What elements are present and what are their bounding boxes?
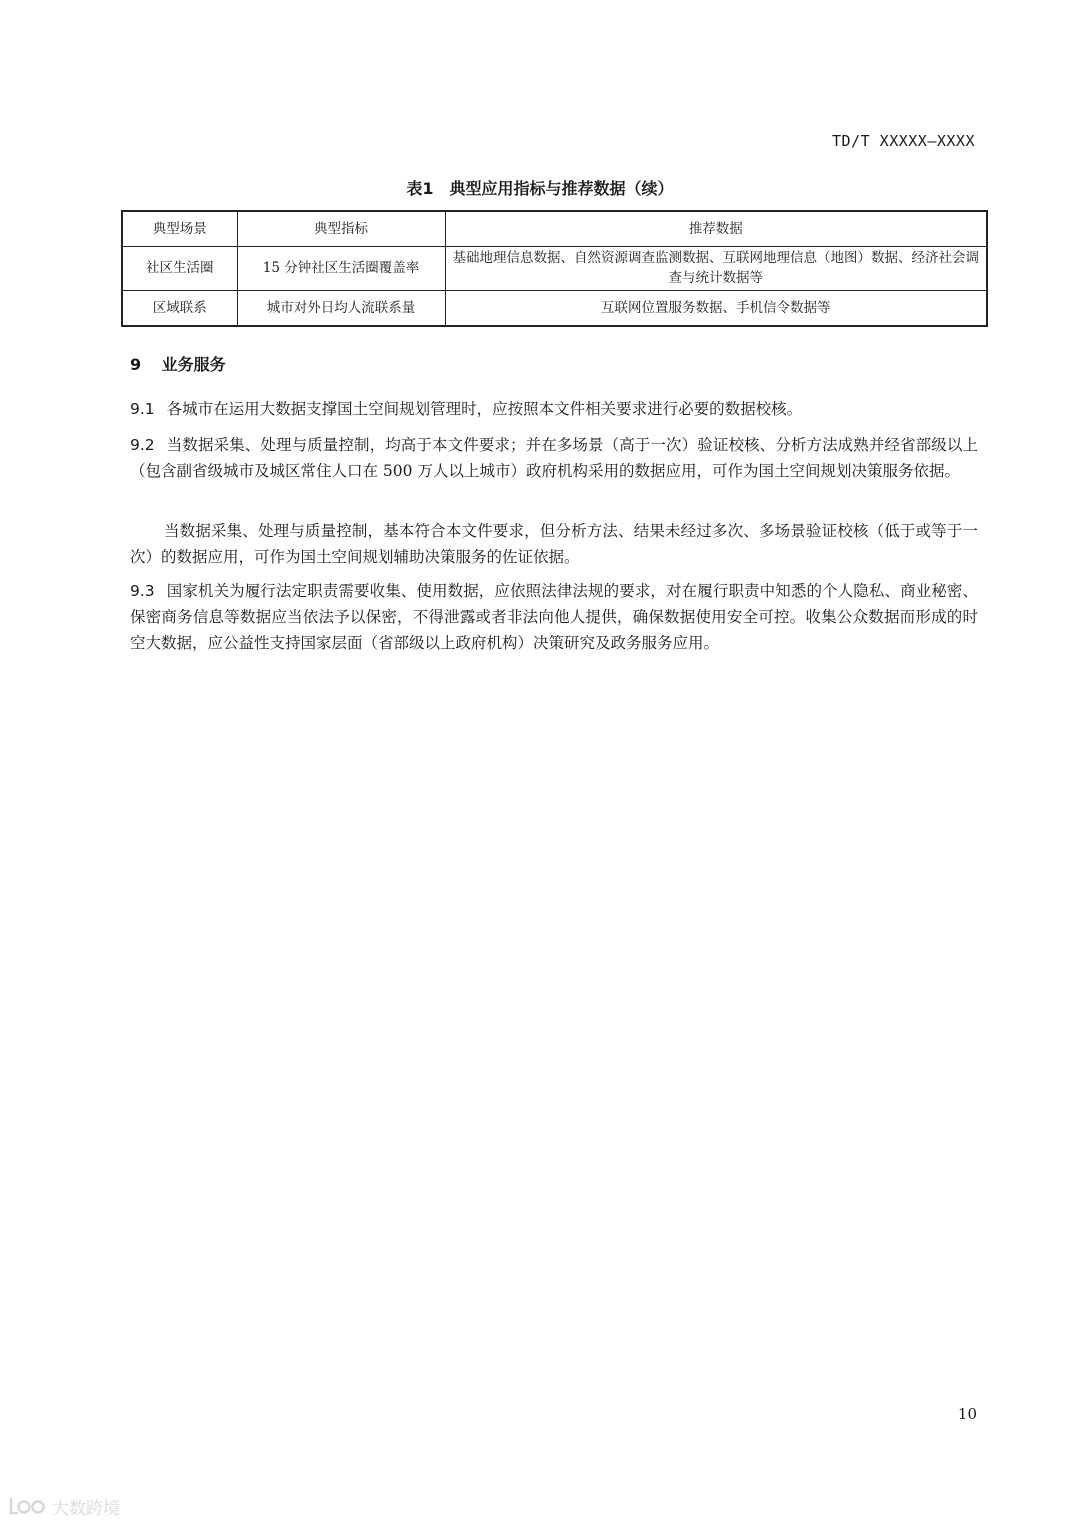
standard-code: TD/T XXXXX—XXXX (832, 132, 975, 150)
table-cell: 15 分钟社区生活圈覆盖率 (237, 246, 445, 290)
table-caption: 表1 典型应用指标与推荐数据（续） (406, 179, 674, 198)
section-title: 业务服务 (161, 355, 226, 374)
section-number: 9 (130, 355, 142, 374)
table-cell: 社区生活圈 (122, 246, 237, 290)
table-cell: 区域联系 (122, 290, 237, 326)
clause-text: 当数据采集、处理与质量控制，均高于本文件要求；并在多场景（高于一次）验证校核、分析方法成熟并经省部级以上（包含副省级城市及城区常住人口在 500 万人以上城市）政府机构采用的数据应用，可作为国土空间规划决策服务依据。 (130, 436, 978, 480)
clause-number: 9.2 (130, 436, 155, 454)
clause-9-2-continuation (130, 518, 978, 570)
clause-text: 国家机关为履行法定职责需要收集、使用数据，应依照法律法规的要求，对在履行职责中知悉的个人隐私、商业秘密、保密商务信息等数据应当依法予以保密，不得泄露或者非法向他人提供，确保数据使用安全可控。收集公众数据而形成的时空大数据，应公益性支持国家层面（省部级以上政府机构）决策研究及政务服务应用。 (130, 582, 978, 652)
clause-text: 当数据采集、处理与质量控制，基本符合本文件要求，但分析方法、结果未经过多次、多场景验证校核（低于或等于一次）的数据应用，可作为国土空间规划辅助决策服务的佐证依据。 (130, 522, 978, 566)
column-header: 典型场景 (122, 211, 237, 246)
data-table (121, 210, 988, 327)
clause-9-1 (130, 396, 978, 422)
brand-logo-icon (8, 1495, 48, 1517)
section-heading (130, 352, 226, 375)
page-number: 10 (957, 1405, 977, 1423)
column-header: 推荐数据 (445, 211, 987, 246)
column-header: 典型指标 (237, 211, 445, 246)
clause-9-2 (130, 432, 978, 484)
table-header-row (122, 211, 987, 246)
table-cell: 互联网位置服务数据、手机信令数据等 (445, 290, 987, 326)
clause-number: 9.1 (130, 400, 155, 418)
table-row (122, 290, 987, 326)
table-cell: 城市对外日均人流联系量 (237, 290, 445, 326)
table-cell: 基础地理信息数据、自然资源调查监测数据、互联网地理信息（地图）数据、经济社会调查与统计数据等 (445, 246, 987, 290)
table-row (122, 246, 987, 290)
clause-number: 9.3 (130, 582, 155, 600)
clause-9-3 (130, 578, 978, 656)
watermark-text: 大数跨境 (52, 1498, 120, 1519)
watermark (8, 1494, 120, 1518)
clause-text: 各城市在运用大数据支撑国土空间规划管理时，应按照本文件相关要求进行必要的数据校核。 (166, 400, 803, 418)
